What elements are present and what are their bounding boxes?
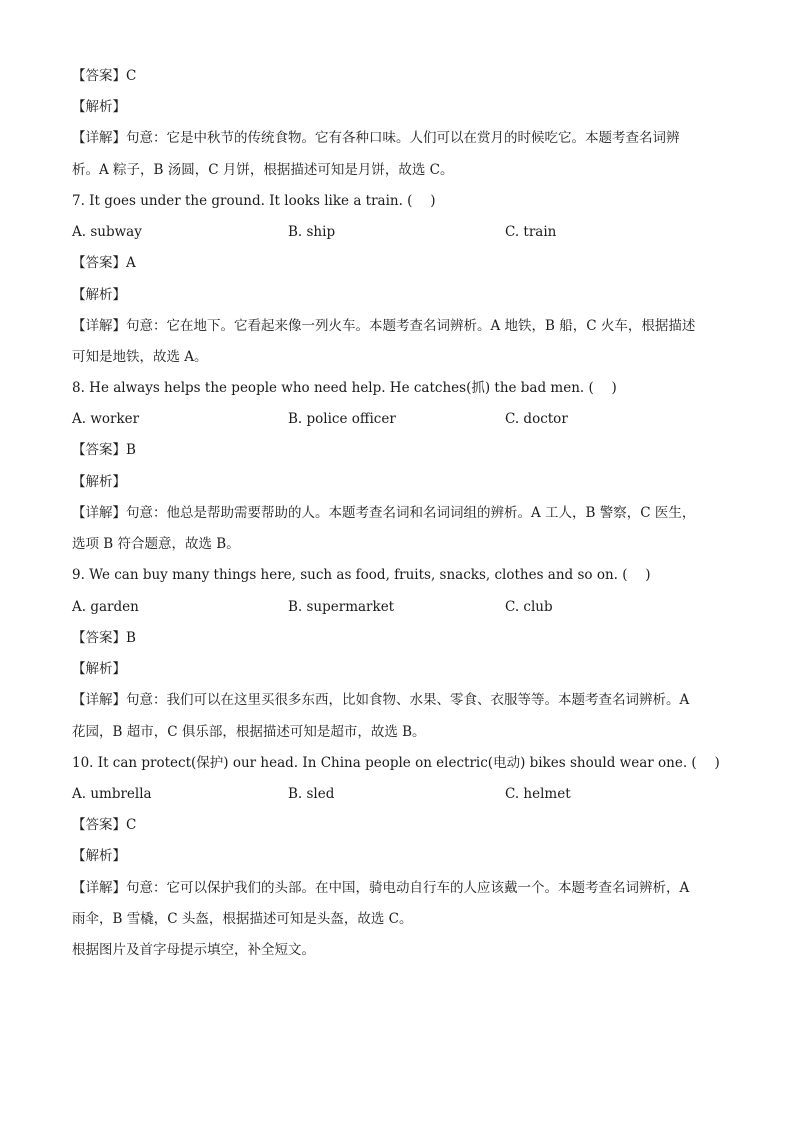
option-c: C. club [505,599,553,615]
question-stem: 10. It can protect(保护) our head. In China people on electric(电动) bikes should wear one. ( ) [72,755,720,771]
option-c: C. helmet [505,786,571,802]
answer-label: 【答案】C [72,817,137,833]
detail-text: 【详解】句意：它在地下。它看起来像一列火车。本题考查名词辨析。A 地铁，B 船，C 火车，根据描述 [72,318,696,334]
detail-text: 可知是地铁，故选 A。 [72,349,208,365]
answer-label: 【答案】B [72,442,136,458]
option-b: B. police officer [288,411,396,427]
detail-text: 【详解】句意：我们可以在这里买很多东西，比如食物、水果、零食、衣服等等。本题考查名词辨析。A [72,692,690,708]
question-stem: 8. He always helps the people who need help. He catches(抓) the bad men. ( ) [72,380,617,396]
detail-text: 【详解】句意：它是中秋节的传统食物。它有各种口味。人们可以在赏月的时候吃它。本题考查名词辨 [72,130,680,146]
question-stem: 9. We can buy many things here, such as food, fruits, snacks, clothes and so on. ( ) [72,567,651,583]
option-a: A. umbrella [72,786,152,802]
option-a: A. subway [72,224,142,240]
section-instruction: 根据图片及首字母提示填空，补全短文。 [72,942,315,958]
answer-label: 【答案】C [72,68,137,84]
answer-label: 【答案】B [72,630,136,646]
analysis-label: 【解析】 [72,474,126,490]
analysis-label: 【解析】 [72,661,126,677]
analysis-label: 【解析】 [72,99,126,115]
detail-text: 花园，B 超市，C 俱乐部，根据描述可知是超市，故选 B。 [72,724,426,740]
option-c: C. doctor [505,411,568,427]
detail-text: 【详解】句意：他总是帮助需要帮助的人。本题考查名词和名词词组的辨析。A 工人，B 警察，C 医生， [72,505,696,521]
option-a: A. garden [72,599,139,615]
detail-text: 雨伞，B 雪橇，C 头盔，根据描述可知是头盔，故选 C。 [72,911,413,927]
analysis-label: 【解析】 [72,848,126,864]
option-c: C. train [505,224,557,240]
analysis-label: 【解析】 [72,287,126,303]
question-stem: 7. It goes under the ground. It looks like a train. ( ) [72,193,436,209]
detail-text: 选项 B 符合题意，故选 B。 [72,536,240,552]
option-b: B. ship [288,224,336,240]
option-b: B. sled [288,786,335,802]
option-a: A. worker [72,411,140,427]
detail-text: 【详解】句意：它可以保护我们的头部。在中国，骑电动自行车的人应该戴一个。本题考查名词辨析，A [72,880,690,896]
answer-label: 【答案】A [72,255,136,271]
option-b: B. supermarket [288,599,395,615]
detail-text: 析。A 粽子，B 汤圆，C 月饼，根据描述可知是月饼，故选 C。 [72,162,454,178]
